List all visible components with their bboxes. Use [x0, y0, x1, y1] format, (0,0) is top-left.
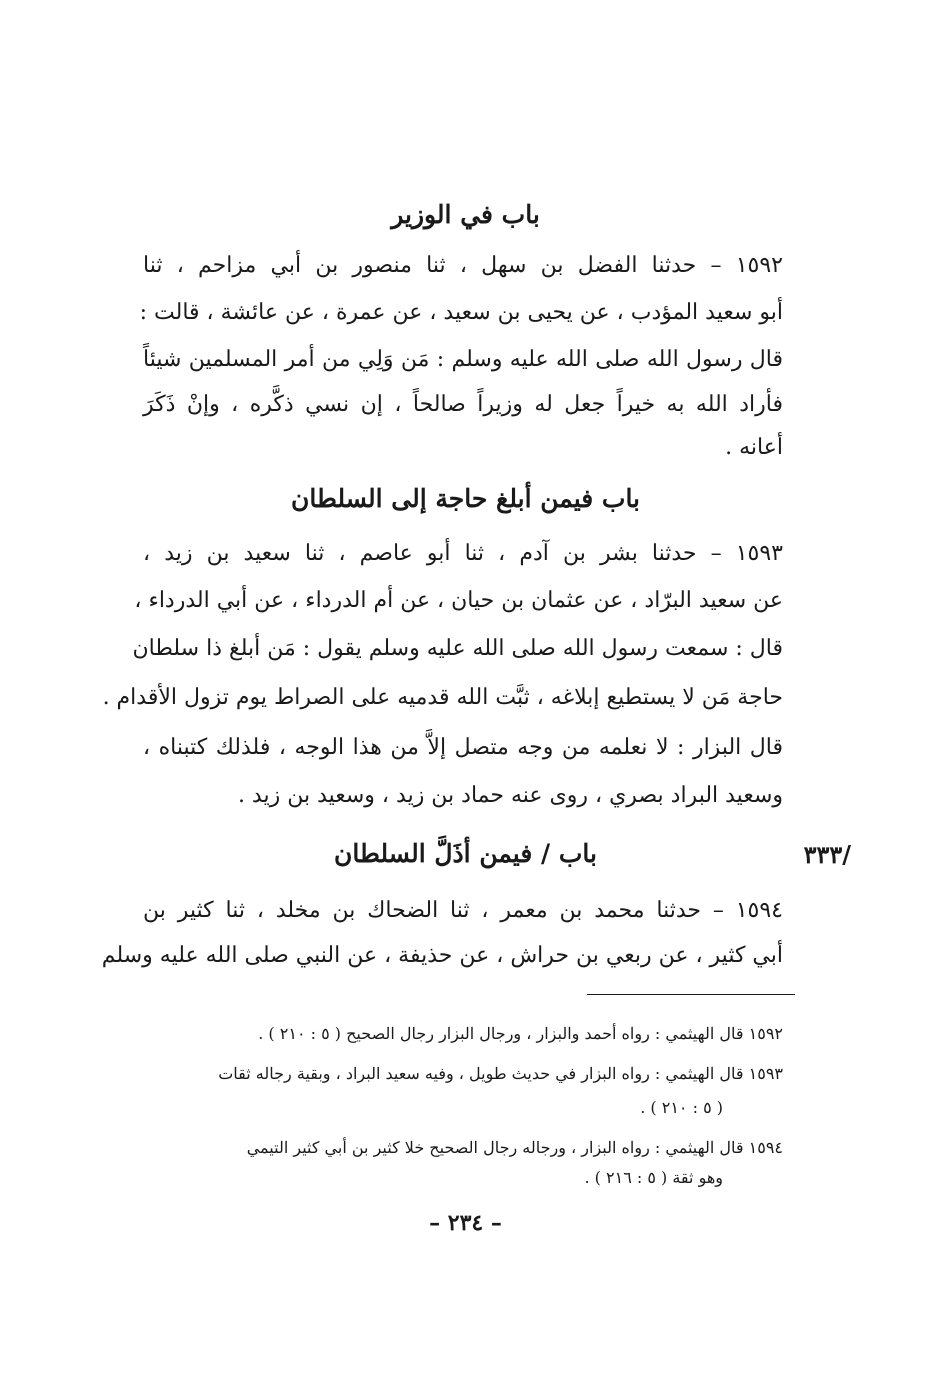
margin-reference: /٣٣٣ [803, 840, 851, 869]
chapter-heading-humiliating-ruler: باب / فيمن أذَلَّ السلطان [334, 839, 597, 868]
footnote-separator [587, 994, 795, 995]
hadith-1594-line-2: أبي كثير ، عن ربعي بن حراش ، عن حذيفة ، عن النبي صلى الله عليه وسلم [101, 943, 783, 968]
footnote-1592: ١٥٩٢ قال الهيثمي : رواه أحمد والبزار ، ورجال البزار رجال الصحيح ( ٥ : ٢١٠ ) . [258, 1024, 783, 1043]
footnote-1593-line-2: ( ٥ : ٢١٠ ) . [640, 1098, 723, 1117]
hadith-1592-line-1: ١٥٩٢ – حدثنا الفضل بن سهل ، ثنا منصور بن أبي مزاحم ، ثنا [143, 253, 783, 278]
hadith-1592-line-5: أعانه . [725, 435, 783, 460]
page-number: – ٢٣٤ – [429, 1210, 502, 1236]
chapter-heading-conveying-need: باب فيمن أبلغ حاجة إلى السلطان [290, 484, 641, 513]
chapter-heading-vizier: باب في الوزير [391, 200, 540, 229]
bazzar-comment-line-2: وسعيد البراد بصري ، روى عنه حماد بن زيد ، وسعيد بن زيد . [237, 783, 783, 808]
footnote-1594-line-1: ١٥٩٤ قال الهيثمي : رواه البزار ، ورجاله رجال الصحيح خلا كثير بن أبي كثير التيمي [246, 1138, 783, 1157]
hadith-1592-line-3: قال رسول الله صلى الله عليه وسلم : مَن وَلِي من أمر المسلمين شيئاً [143, 347, 783, 372]
hadith-1593-line-1: ١٥٩٣ – حدثنا بشر بن آدم ، ثنا أبو عاصم ، ثنا سعيد بن زيد ، [143, 541, 783, 566]
hadith-1593-line-3: قال : سمعت رسول الله صلى الله عليه وسلم يقول : مَن أبلغ ذا سلطان [132, 636, 783, 661]
footnote-1594-line-2: وهو ثقة ( ٥ : ٢١٦ ) . [584, 1168, 723, 1187]
bazzar-comment-line-1: قال البزار : لا نعلمه من وجه متصل إلاَّ من هذا الوجه ، فلذلك كتبناه ، [143, 735, 783, 760]
hadith-1592-line-4: فأراد الله به خيراً جعل له وزيراً صالحاً ، إن نسي ذكَّره ، وإنْ ذَكَرَ [143, 392, 783, 417]
footnote-1593-line-1: ١٥٩٣ قال الهيثمي : رواه البزار في حديث طويل ، وفيه سعيد البراد ، وبقية رجاله ثقات [218, 1064, 783, 1083]
hadith-1594-line-1: ١٥٩٤ – حدثنا محمد بن معمر ، ثنا الضحاك بن مخلد ، ثنا كثير بن [143, 898, 783, 923]
hadith-1593-line-4: حاجة مَن لا يستطيع إبلاغه ، ثبَّت الله قدميه على الصراط يوم تزول الأقدام . [102, 685, 783, 710]
hadith-1593-line-2: عن سعيد البرّاد ، عن عثمان بن حيان ، عن أم الدرداء ، عن أبي الدرداء ، [134, 588, 783, 613]
hadith-1592-line-2: أبو سعيد المؤدب ، عن يحيى بن سعيد ، عن عمرة ، عن عائشة ، قالت : [139, 300, 783, 325]
